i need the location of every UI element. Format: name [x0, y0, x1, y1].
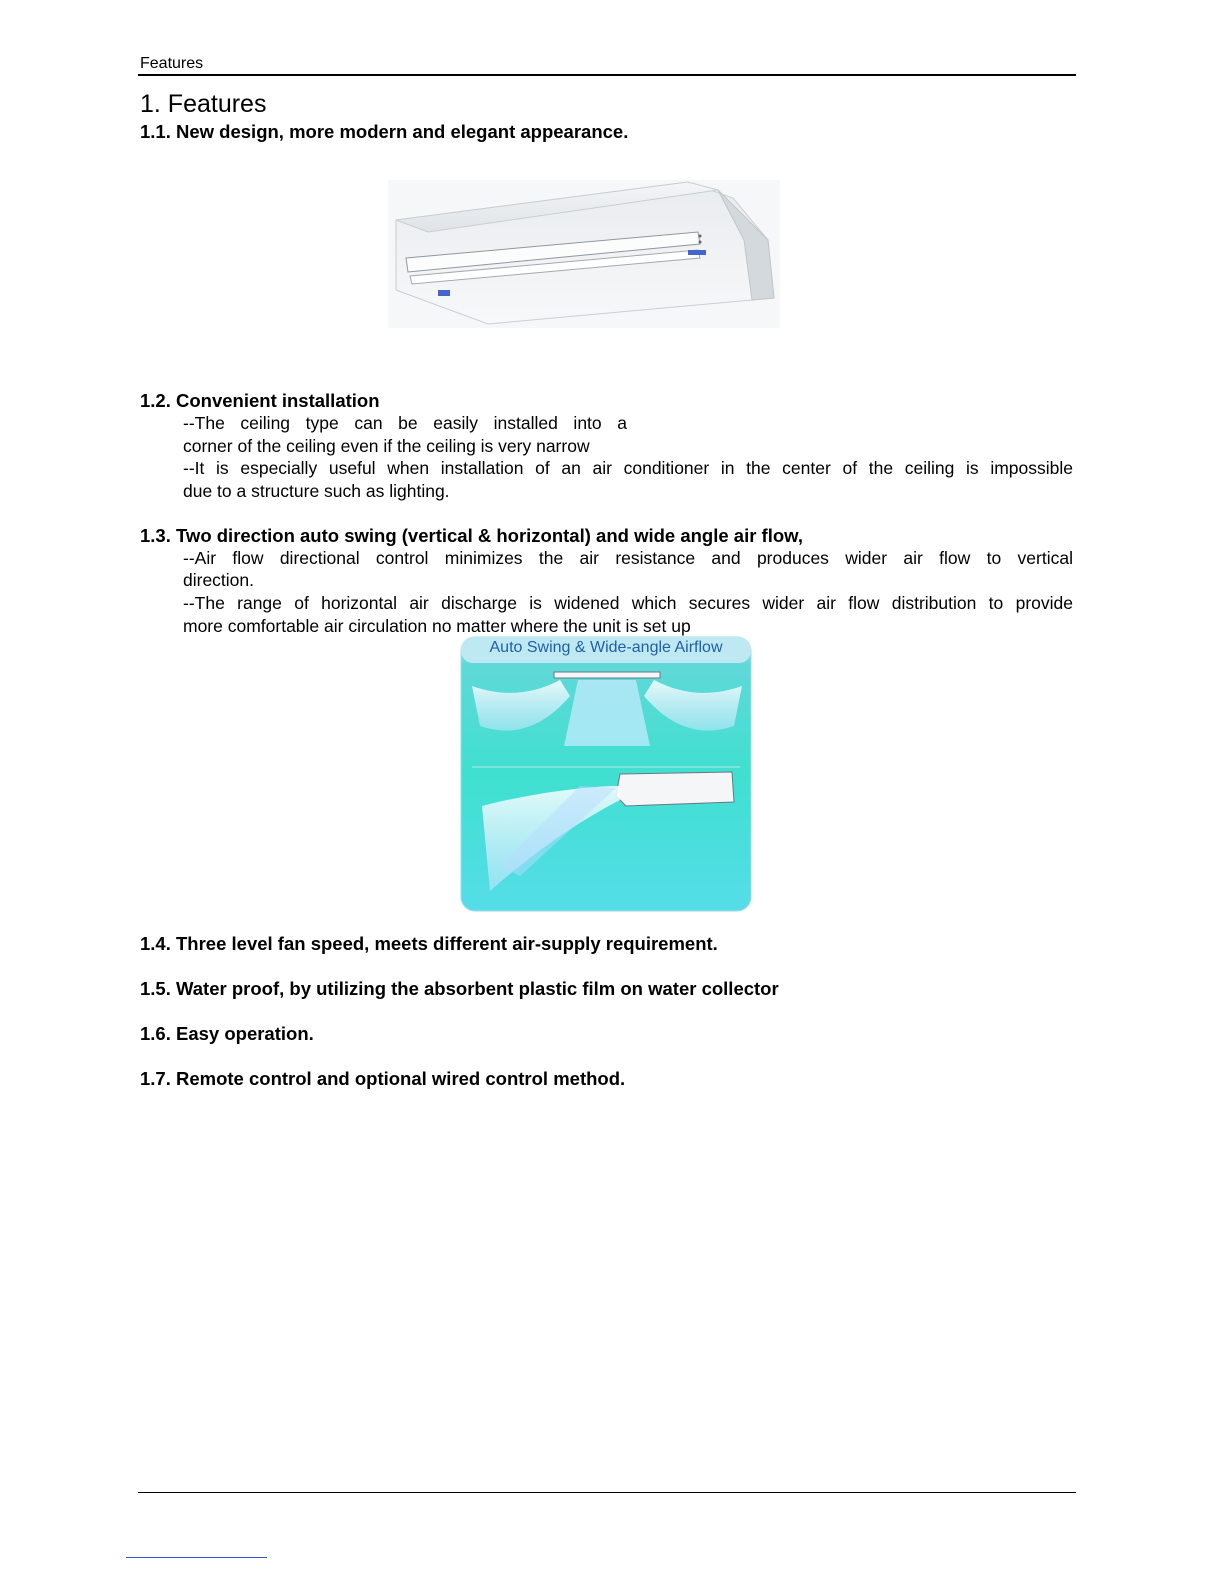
section-1-1-heading: 1.1. New design, more modern and elegant appearance. [140, 121, 629, 142]
page-title: 1. Features [140, 90, 267, 118]
section-1-2-line-1: --The ceiling type can be easily installed into a [183, 413, 627, 433]
ceiling-unit-photo [388, 180, 780, 328]
section-1-2-line-4: due to a structure such as lighting. [183, 481, 450, 501]
header-divider [138, 74, 1076, 76]
section-1-6-heading: 1.6. Easy operation. [140, 1023, 314, 1044]
section-1-7-heading: 1.7. Remote control and optional wired control method. [140, 1068, 626, 1089]
section-1-3-line-2: direction. [183, 570, 255, 590]
footer-divider [138, 1492, 1076, 1493]
airflow-illustration [460, 636, 752, 912]
section-1-3-line-3: --The range of horizontal air discharge is widened which secures wider air flow distribution to provide [183, 593, 1073, 613]
airflow-figure-title: Auto Swing & Wide-angle Airflow [489, 639, 723, 656]
section-1-4-heading: 1.4. Three level fan speed, meets different air-supply requirement. [140, 933, 718, 954]
section-1-2-line-2: corner of the ceiling even if the ceiling is very narrow [183, 436, 590, 456]
section-1-3-heading: 1.3. Two direction auto swing (vertical & horizontal) and wide angle air flow, [140, 525, 804, 546]
section-1-5-heading: 1.5. Water proof, by utilizing the absorbent plastic film on water collector [140, 978, 779, 999]
section-1-2-heading: 1.2. Convenient installation [140, 390, 380, 411]
footer-link-underline [126, 1557, 267, 1558]
section-1-3-line-1: --Air flow directional control minimizes the air resistance and produces wider air flow to vertical [183, 548, 1073, 568]
section-1-3-line-4: more comfortable air circulation no matter where the unit is set up [183, 616, 691, 636]
section-1-2-line-3: --It is especially useful when installation of an air conditioner in the center of the ceiling is impossible [183, 458, 1073, 478]
running-header: Features [140, 55, 204, 72]
